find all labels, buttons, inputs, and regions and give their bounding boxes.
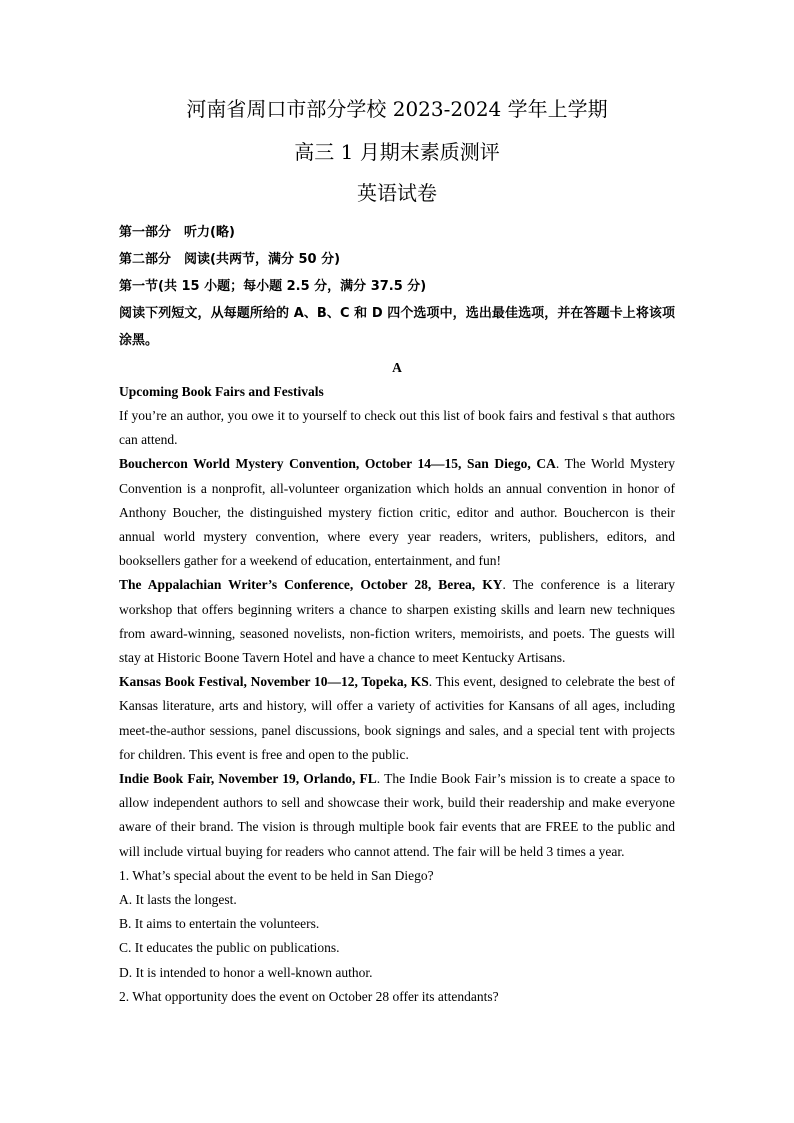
exam-title-line2: 高三 1 月期末素质测评 (294, 140, 500, 164)
instructions: 阅读下列短文，从每题所给的 A、B、C 和 D 四个选项中，选出最佳选项，并在答题卡上将该项涂黑。 (119, 306, 675, 348)
passage-letter: A (392, 360, 402, 375)
event-heading: Indie Book Fair, November 19, Orlando, FL (119, 771, 377, 787)
question-stem: 2. What opportunity does the event on October 28 offer its attendants? (119, 988, 499, 1004)
answer-option: D. It is intended to honor a well-known author. (119, 964, 373, 980)
exam-title-line3: 英语试卷 (357, 181, 437, 205)
event-heading: The Appalachian Writer’s Conference, October 28, Berea, KY (119, 577, 503, 593)
passage-title: Upcoming Book Fairs and Festivals (119, 384, 324, 399)
question-stem: 1. What’s special about the event to be held in San Diego? (119, 867, 434, 883)
event-body: . The World Mystery Convention is a nonprofit, all-volunteer organization which holds an annual convention in honor of Anthony Boucher, the distinguished mystery fiction critic, editor and author. Bouchercon is their annual world mystery convention, where every year readers, writers, publishers, editors, and booksellers gather for a weekend of education, entertainment, and fun! (119, 456, 676, 569)
passage-intro: If you’re an author, you owe it to yourself to check out this list of book fairs and festival s that authors can attend. (119, 408, 675, 448)
event-paragraph (119, 452, 675, 573)
questions (119, 864, 675, 1009)
event-body: . The conference is a literary workshop that offers beginning writers a chance to sharpen existing skills and learn new techniques from award-winning, seasoned novelists, non-fiction writers, memoirists, and poets. The guests will stay at Historic Boone Tavern Hotel and have a chance to meet Kentucky Artisans. (119, 577, 676, 666)
event-paragraph (119, 573, 675, 670)
exam-page (119, 96, 675, 1009)
answer-option: B. It aims to entertain the volunteers. (119, 916, 320, 932)
event-body: . This event, designed to celebrate the best of Kansas literature, arts and history, will offer a variety of activities for Kansans of all ages, including meet-the-author sessions, panel discussions, book signings and sales, and a special tent with projects for children. This event is free and open to the public. (119, 674, 676, 762)
event-heading: Bouchercon World Mystery Convention, October 14—15, San Diego, CA (119, 456, 556, 472)
answer-option: A. It lasts the longest. (119, 892, 237, 908)
passage-a (119, 356, 675, 864)
part2-label: 第二部分 阅读(共两节，满分 50 分) (119, 252, 341, 267)
part1-label: 第一部分 听力(略) (119, 225, 235, 240)
section1-label: 第一节(共 15 小题；每小题 2.5 分，满分 37.5 分) (119, 279, 427, 294)
exam-title-line1: 河南省周口市部分学校 2023-2024 学年上学期 (186, 97, 608, 121)
event-paragraph (119, 670, 675, 767)
section-headers (119, 219, 675, 354)
event-body: . The Indie Book Fair’s mission is to create a space to allow independent authors to sell and showcase their work, build their readership and make everyone aware of their brand. The vision is through multiple book fair events that are FREE to the public and will include virtual buying for readers who cannot attend. The fair will be held 3 times a year. (119, 771, 675, 859)
answer-option: C. It educates the public on publications. (119, 940, 340, 956)
event-paragraph (119, 767, 675, 864)
event-heading: Kansas Book Festival, November 10—12, Topeka, KS (119, 674, 429, 690)
